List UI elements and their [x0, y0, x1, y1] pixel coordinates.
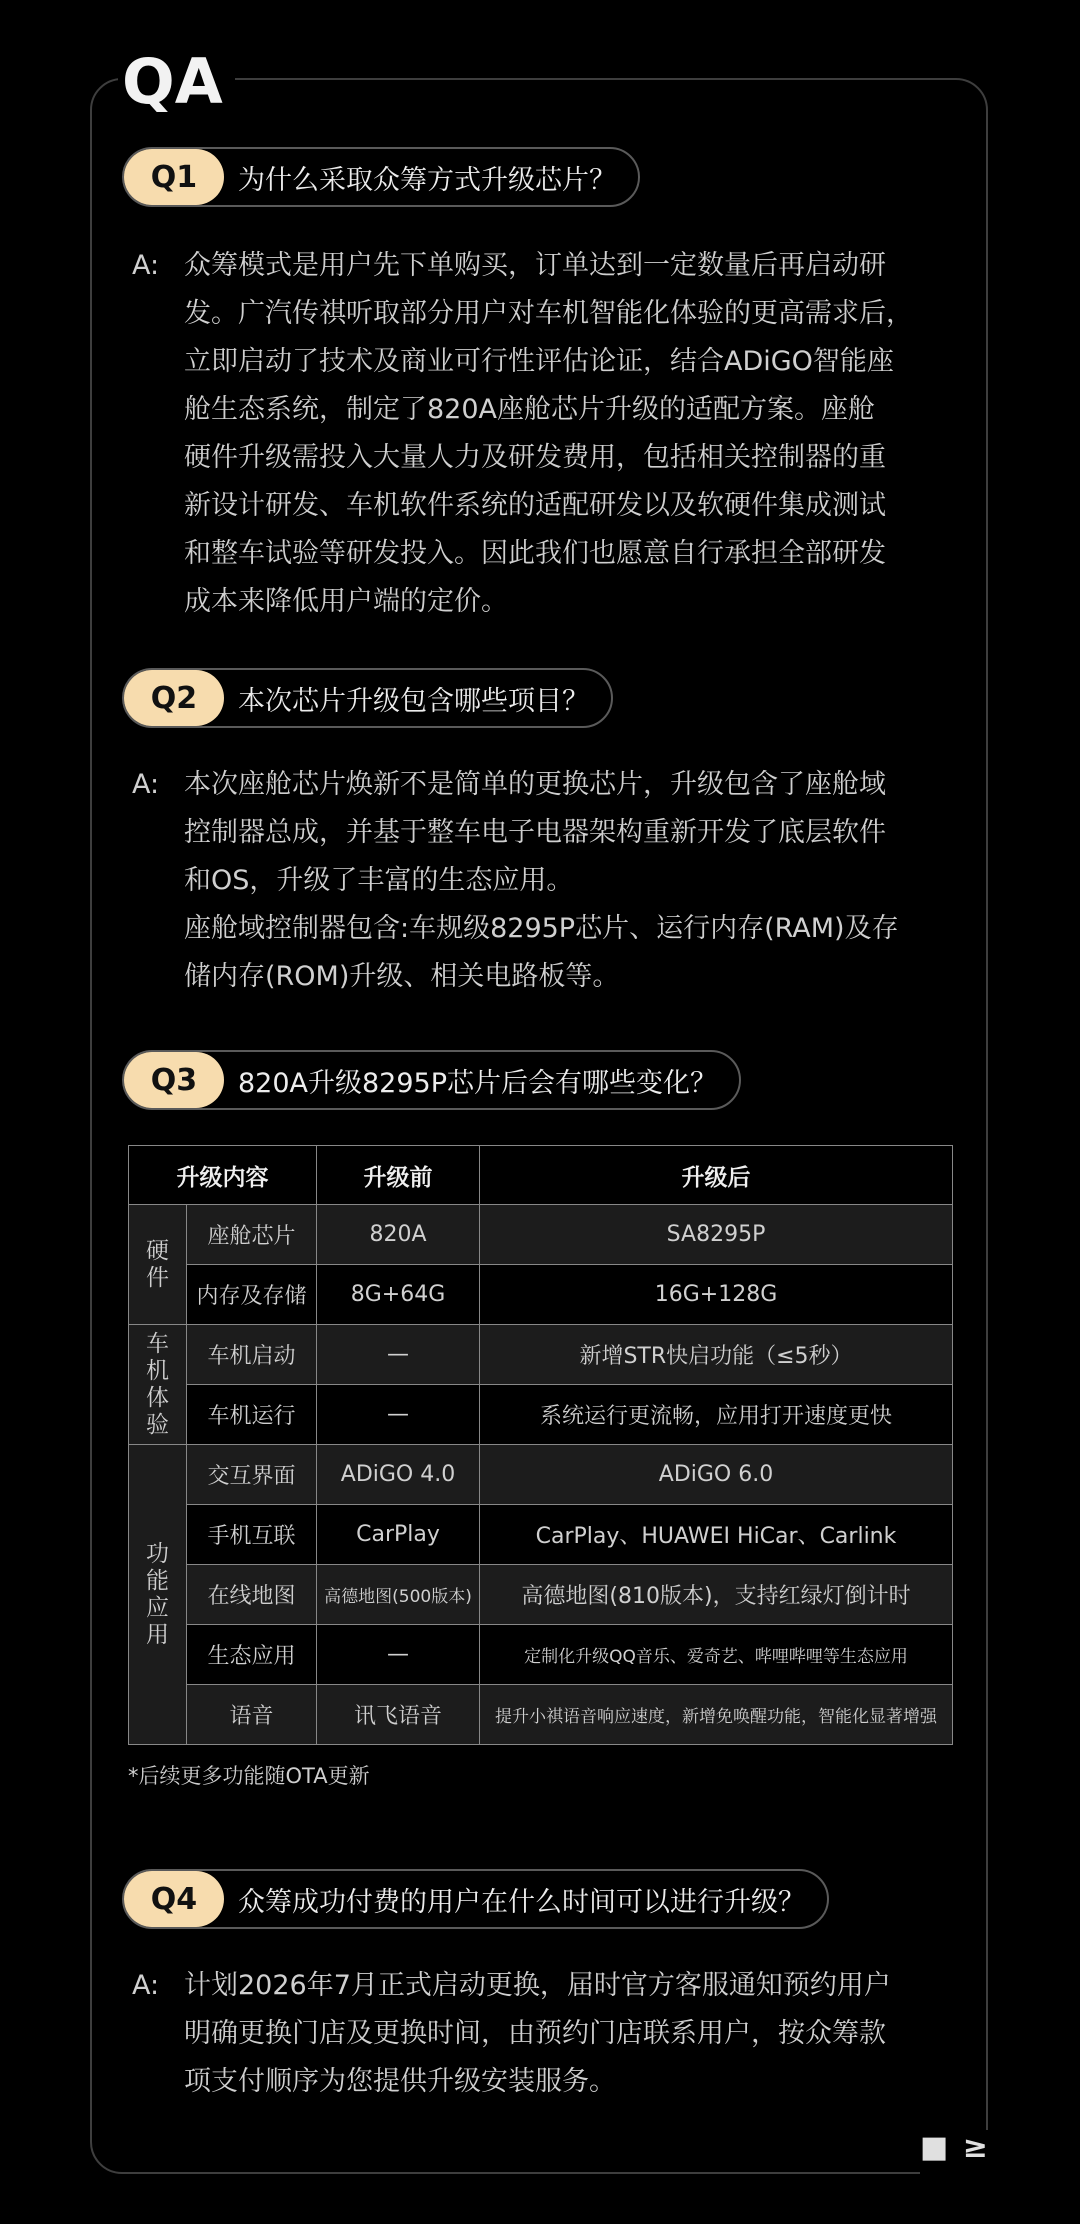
table-row	[129, 1385, 953, 1445]
answer-line: 硬件升级需投入大量人力及研发费用，包括相关控制器的重	[184, 442, 886, 473]
answer-line: 发。广汽传祺听取部分用户对车机智能化体验的更高需求后，	[184, 298, 913, 329]
answer-line: 明确更换门店及更换时间，由预约门店联系用户，按众筹款	[184, 2018, 886, 2049]
item-cell: 车机运行	[187, 1385, 317, 1445]
question-text: 众筹成功付费的用户在什么时间可以进行升级？	[238, 1886, 805, 1918]
table-row	[129, 1265, 953, 1325]
question-badge: Q1	[124, 149, 224, 205]
answer-line: 储内存(ROM)升级、相关电路板等。	[184, 961, 620, 992]
answer-line: 项支付顺序为您提供升级安装服务。	[184, 2066, 616, 2097]
item-cell: 车机启动	[187, 1325, 317, 1385]
question-text: 本次芯片升级包含哪些项目？	[238, 685, 589, 717]
answer-label: A:	[132, 250, 160, 281]
answer-line: 座舱域控制器包含:车规级8295P芯片、运行内存(RAM)及存	[184, 913, 899, 944]
after-cell: CarPlay、HUAWEI HiCar、Carlink	[480, 1505, 953, 1565]
question-pill-q4	[122, 1869, 829, 1929]
category-cell: 车 机 体 验	[129, 1325, 187, 1445]
after-cell: 16G+128G	[480, 1265, 953, 1325]
question-pill-q3	[122, 1050, 741, 1110]
answer-label: A:	[132, 1970, 160, 2001]
after-cell: 定制化升级QQ音乐、爱奇艺、哔哩哔哩等生态应用	[480, 1625, 953, 1685]
category-cell: 硬 件	[129, 1205, 187, 1325]
upgrade-comparison-table	[128, 1145, 953, 1745]
table-row	[129, 1445, 953, 1505]
question-badge: Q3	[124, 1052, 224, 1108]
item-cell: 在线地图	[187, 1565, 317, 1625]
item-cell: 座舱芯片	[187, 1205, 317, 1265]
answer-line: 成本来降低用户端的定价。	[184, 586, 508, 617]
watermark-logo: ■ ≥	[920, 2130, 1060, 2174]
before-cell: 8G+64G	[317, 1265, 480, 1325]
answer-line: 本次座舱芯片焕新不是简单的更换芯片，升级包含了座舱域	[184, 769, 886, 800]
category-cell: 功 能 应 用	[129, 1445, 187, 1745]
table-row	[129, 1325, 953, 1385]
question-badge: Q2	[124, 670, 224, 726]
answer-line: 立即启动了技术及商业可行性评估论证，结合ADiGO智能座	[184, 346, 894, 377]
question-badge: Q4	[124, 1871, 224, 1927]
question-pill-q2	[122, 668, 613, 728]
item-cell: 生态应用	[187, 1625, 317, 1685]
table-header-cell: 升级内容	[129, 1146, 317, 1205]
after-cell: 高德地图(810版本)，支持红绿灯倒计时	[480, 1565, 953, 1625]
item-cell: 语音	[187, 1685, 317, 1745]
answer-line: 和OS，升级了丰富的生态应用。	[184, 865, 574, 896]
item-cell: 交互界面	[187, 1445, 317, 1505]
answer-line: 众筹模式是用户先下单购买，订单达到一定数量后再启动研	[184, 250, 886, 281]
after-cell: SA8295P	[480, 1205, 953, 1265]
answer-line: 舱生态系统，制定了820A座舱芯片升级的适配方案。座舱	[184, 394, 876, 425]
answer-q1	[132, 242, 972, 626]
after-cell: 新增STR快启功能（≤5秒）	[480, 1325, 953, 1385]
before-cell: 高德地图(500版本)	[317, 1565, 480, 1625]
answer-line: 计划2026年7月正式启动更换，届时官方客服通知预约用户	[184, 1970, 891, 2001]
item-cell: 手机互联	[187, 1505, 317, 1565]
table-row	[129, 1505, 953, 1565]
table-header-row	[129, 1146, 953, 1205]
before-cell: 820A	[317, 1205, 480, 1265]
after-cell: 提升小祺语音响应速度，新增免唤醒功能，智能化显著增强	[480, 1685, 953, 1745]
after-cell: 系统运行更流畅，应用打开速度更快	[480, 1385, 953, 1445]
ota-footnote: *后续更多功能随OTA更新	[128, 1764, 370, 1788]
answer-q4	[132, 1962, 972, 2106]
before-cell: —	[317, 1385, 480, 1445]
answer-line: 和整车试验等研发投入。因此我们也愿意自行承担全部研发	[184, 538, 886, 569]
table-row	[129, 1625, 953, 1685]
answer-label: A:	[132, 769, 160, 800]
item-cell: 内存及存储	[187, 1265, 317, 1325]
before-cell: —	[317, 1325, 480, 1385]
before-cell: CarPlay	[317, 1505, 480, 1565]
answer-q2	[132, 761, 972, 1001]
question-text: 为什么采取众筹方式升级芯片？	[238, 164, 616, 196]
table-row	[129, 1565, 953, 1625]
qa-heading: QA	[118, 52, 235, 112]
before-cell: 讯飞语音	[317, 1685, 480, 1745]
question-text: 820A升级8295P芯片后会有哪些变化？	[238, 1067, 717, 1099]
after-cell: ADiGO 6.0	[480, 1445, 953, 1505]
before-cell: ADiGO 4.0	[317, 1445, 480, 1505]
question-pill-q1	[122, 147, 640, 207]
table-header-cell: 升级前	[317, 1146, 480, 1205]
answer-line: 新设计研发、车机软件系统的适配研发以及软硬件集成测试	[184, 490, 886, 521]
answer-line: 控制器总成，并基于整车电子电器架构重新开发了底层软件	[184, 817, 886, 848]
table-row	[129, 1685, 953, 1745]
table-row	[129, 1205, 953, 1265]
table-header-cell: 升级后	[480, 1146, 953, 1205]
before-cell: —	[317, 1625, 480, 1685]
